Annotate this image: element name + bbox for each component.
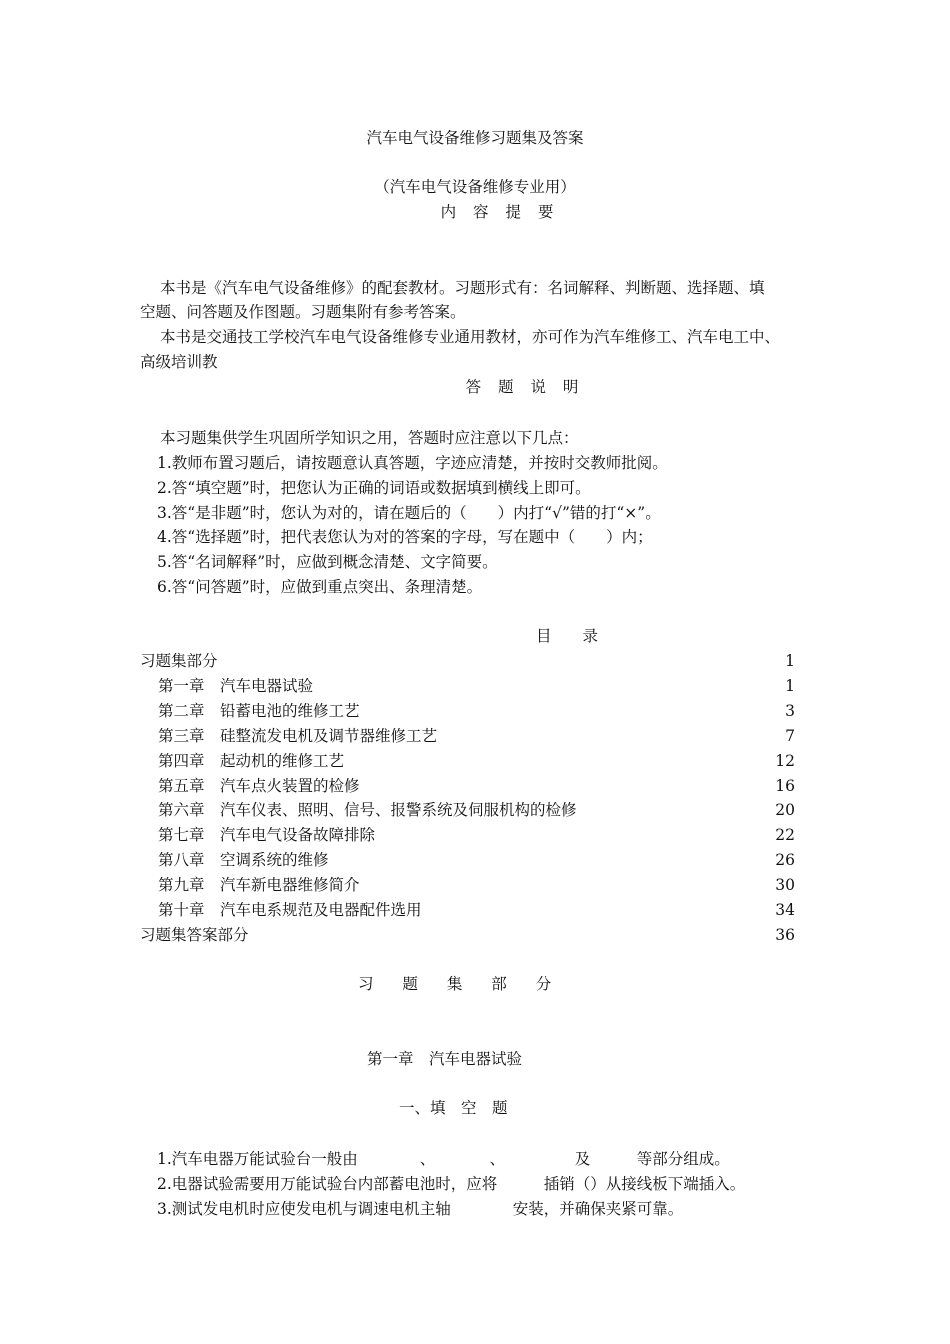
toc-title: 第四章 起动机的维修工艺 xyxy=(158,752,345,770)
document-title: 汽车电气设备维修习题集及答案 xyxy=(366,129,584,147)
instructions-heading: 答 题 说 明 xyxy=(465,378,585,396)
toc-title: 第六章 汽车仪表、照明、信号、报警系统及伺服机构的检修 xyxy=(158,801,577,819)
toc-page: 26 xyxy=(775,851,795,869)
summary-paragraph-2-line-1: 本书是交通技工学校汽车电气设备维修专业通用教材，亦可作为汽车维修工、汽车电工中、 xyxy=(160,328,781,346)
toc-page: 20 xyxy=(775,801,795,819)
toc-row[interactable] xyxy=(140,923,795,948)
toc-page: 1 xyxy=(785,652,795,670)
question-item: 1.汽车电器万能试验台一般由 、 、 及 等部分组成。 xyxy=(157,1150,730,1168)
toc-page: 12 xyxy=(775,752,795,770)
question-item: 3.测试发电机时应使发电机与调速电机主轴 安装，并确保夹紧可靠。 xyxy=(157,1200,684,1218)
toc-title: 第九章 汽车新电器维修简介 xyxy=(158,876,360,894)
toc-title: 第一章 汽车电器试验 xyxy=(158,677,314,695)
toc-page: 36 xyxy=(775,926,795,944)
toc-title: 第二章 铅蓄电池的维修工艺 xyxy=(158,702,360,720)
toc-row[interactable] xyxy=(140,724,795,749)
instructions-intro: 本习题集供学生巩固所学知识之用，答题时应注意以下几点： xyxy=(160,429,579,447)
toc-title: 第五章 汽车点火装置的检修 xyxy=(158,777,360,795)
toc-title: 习题集部分 xyxy=(140,652,218,670)
toc-row[interactable] xyxy=(140,649,795,674)
toc-page: 3 xyxy=(785,702,795,720)
summary-paragraph-1-line-1: 本书是《汽车电气设备维修》的配套教材。习题形式有：名词解释、判断题、选择题、填 xyxy=(160,279,765,297)
summary-paragraph-1-line-2: 空题、问答题及作图题。习题集附有参考答案。 xyxy=(140,303,466,321)
instruction-item: 5.答“名词解释”时，应做到概念清楚、文字简要。 xyxy=(157,553,498,571)
toc-page: 30 xyxy=(775,876,795,894)
document-subtitle: （汽车电气设备维修专业用） xyxy=(374,178,576,196)
summary-paragraph-2-line-2: 高级培训教 xyxy=(140,353,218,371)
toc-row[interactable] xyxy=(140,699,795,724)
summary-heading: 内 容 提 要 xyxy=(440,203,560,221)
toc-heading: 目 录 xyxy=(536,627,599,645)
toc-title: 第八章 空调系统的维修 xyxy=(158,851,329,869)
instruction-item: 1.教师布置习题后，请按题意认真答题，字迹应清楚，并按时交教师批阅。 xyxy=(157,454,668,472)
section-heading: 一、填 空 题 xyxy=(399,1099,508,1117)
chapter-heading: 第一章 汽车电器试验 xyxy=(367,1050,523,1068)
toc-title: 第七章 汽车电气设备故障排除 xyxy=(158,826,376,844)
toc-row[interactable] xyxy=(140,749,795,774)
toc-page: 16 xyxy=(775,777,795,795)
toc-row[interactable] xyxy=(140,774,795,799)
toc-page: 22 xyxy=(775,826,795,844)
toc-row[interactable] xyxy=(140,674,795,699)
toc-row[interactable] xyxy=(140,898,795,923)
instruction-item: 6.答“问答题”时，应做到重点突出、条理清楚。 xyxy=(157,578,483,596)
question-item: 2.电器试验需要用万能试验台内部蓄电池时，应将 插销（）从接线板下端插入。 xyxy=(157,1175,746,1193)
toc-page: 1 xyxy=(785,677,795,695)
toc-row[interactable] xyxy=(140,873,795,898)
toc-row[interactable] xyxy=(140,798,795,823)
instruction-item: 3.答“是非题”时，您认为对的，请在题后的（ ）内打“√”错的打“×”。 xyxy=(157,504,661,522)
toc-row[interactable] xyxy=(140,823,795,848)
toc-row[interactable] xyxy=(140,848,795,873)
part-heading: 习 题 集 部 分 xyxy=(358,975,564,993)
toc-title: 第三章 硅整流发电机及调节器维修工艺 xyxy=(158,727,438,745)
instruction-item: 4.答“选择题”时，把代表您认为对的答案的字母，写在题中（ ）内； xyxy=(157,528,653,546)
instruction-item: 2.答“填空题”时，把您认为正确的词语或数据填到横线上即可。 xyxy=(157,479,591,497)
toc-page: 7 xyxy=(785,727,795,745)
toc-title: 第十章 汽车电系规范及电器配件选用 xyxy=(158,901,422,919)
toc-page: 34 xyxy=(775,901,795,919)
toc-title: 习题集答案部分 xyxy=(140,926,249,944)
